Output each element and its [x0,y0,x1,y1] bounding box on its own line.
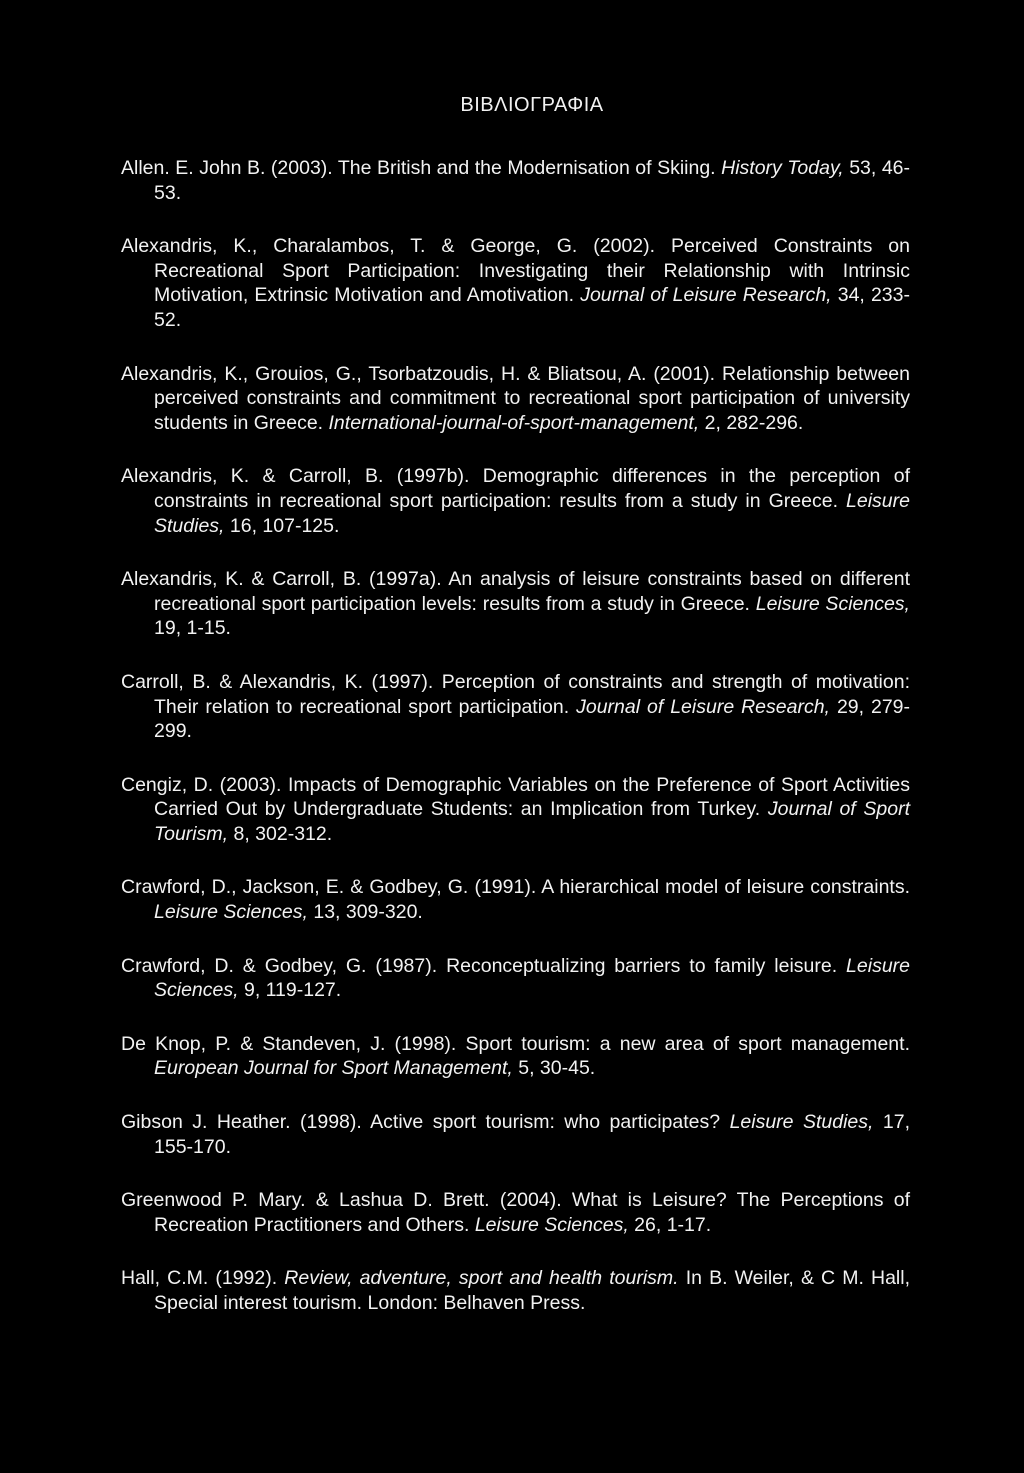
ref-authors: De Knop, P. & Standeven, J. (1998). [121,1032,457,1055]
ref-title: Perceived Constraints on Recreational Sport Participation: Investigating their Relationship with Intrinsic Motivation, Extrinsic Motivation and Amotivation. [154,235,910,307]
ref-source: Journal of Leisure Research, [576,695,830,718]
reference-entry [121,567,910,641]
ref-details: 34, 233-52. [154,284,910,331]
reference-entry [121,773,910,847]
ref-title: Sport tourism: a new area of sport management. [465,1032,910,1055]
ref-details: 9, 119-127. [243,979,342,1002]
ref-source: Leisure Studies, [154,489,910,537]
ref-authors: Alexandris, K., Grouios, G., Tsorbatzoudis, H. & Bliatsou, A. (2001). [121,362,716,385]
ref-title: A hierarchical model of leisure constraints. [541,876,910,899]
reference-entry [121,156,910,205]
ref-details: 8, 302-312. [233,822,333,845]
ref-authors: Gibson J. Heather. (1998). [121,1111,362,1134]
ref-source: Journal of Leisure Research, [580,284,832,307]
ref-authors: Carroll, B. & Alexandris, K. (1997). [121,670,434,693]
ref-source: European Journal for Sport Management, [154,1057,513,1080]
ref-details: 19, 1-15. [154,617,231,640]
ref-authors: Crawford, D. & Godbey, G. (1987). [121,954,438,977]
ref-source: Leisure Sciences, [154,901,308,924]
reference-entry [121,464,910,538]
ref-source: International-journal-of-sport-management, [328,411,700,434]
reference-entry [121,875,910,924]
ref-details: 17, 155-170. [154,1111,910,1158]
reference-entry [121,670,910,744]
ref-title: Demographic differences in the perception of constraints in recreational sport participation: results from a study in Greece. [154,465,910,512]
ref-source: History Today, [721,157,844,179]
ref-source: Leisure Sciences, [154,954,911,1002]
ref-details: 53, 46-53. [154,157,910,204]
ref-authors: Allen. E. John B. (2003). [121,157,333,179]
ref-source: Journal of Sport Tourism, [154,798,911,845]
ref-details: In B. Weiler, & C M. Hall, Special interest tourism. London: Belhaven Press. [154,1267,911,1314]
ref-authors: Alexandris, K. & Carroll, B. (1997a). [121,568,442,591]
ref-title: Perception of constraints and strength of motivation: Their relation to recreational sport participation. [154,670,910,718]
ref-authors: Hall, C.M. (1992). [121,1267,278,1290]
ref-source: Leisure Sciences, [755,592,910,615]
ref-authors: Greenwood P. Mary. & Lashua D. Brett. (2004). [121,1189,562,1212]
ref-authors: Crawford, D., Jackson, E. & Godbey, G. (1991). [121,876,537,899]
ref-source: Review, adventure, sport and health tourism. [284,1267,679,1290]
ref-source: Leisure Studies, [729,1111,874,1134]
ref-details: 13, 309-320. [313,901,423,924]
ref-title: An analysis of leisure constraints based on different recreational sport participation levels: results from a study in Greece. [154,568,910,615]
reference-list [121,156,910,1345]
ref-authors: Cengiz, D. (2003). [121,773,282,796]
ref-source: Leisure Sciences, [474,1213,629,1236]
ref-title: What is Leisure? The Perceptions of Recreation Practitioners and Others. [154,1189,910,1236]
ref-authors: Alexandris, K., Charalambos, T. & George, G. (2002). [121,235,656,258]
ref-title: The British and the Modernisation of Skiing. [337,157,716,179]
reference-entry [121,1188,910,1237]
page-title: ΒΙΒΛΙΟΓΡΑΦΙΑ [460,94,604,116]
reference-entry [121,1110,910,1159]
ref-details: 5, 30-45. [518,1057,596,1080]
ref-title: Reconceptualizing barriers to family leisure. [446,954,838,977]
reference-entry [121,1266,910,1315]
ref-title: Impacts of Demographic Variables on the Preference of Sport Activities Carried Out by Undergraduate Students: an Implication from Turkey. [154,773,910,821]
ref-details: 16, 107-125. [229,514,340,537]
reference-entry [121,362,910,436]
ref-title: Active sport tourism: who participates? [370,1111,721,1134]
ref-details: 2, 282-296. [704,411,804,434]
reference-entry [121,234,910,332]
ref-details: 29, 279-299. [154,695,911,743]
ref-authors: Alexandris, K. & Carroll, B. (1997b). [121,465,470,488]
reference-entry [121,954,910,1003]
ref-details: 26, 1-17. [634,1213,712,1236]
reference-entry [121,1032,910,1081]
ref-title: Relationship between perceived constraints and commitment to recreational sport participation of university students in Greece. [154,362,910,434]
